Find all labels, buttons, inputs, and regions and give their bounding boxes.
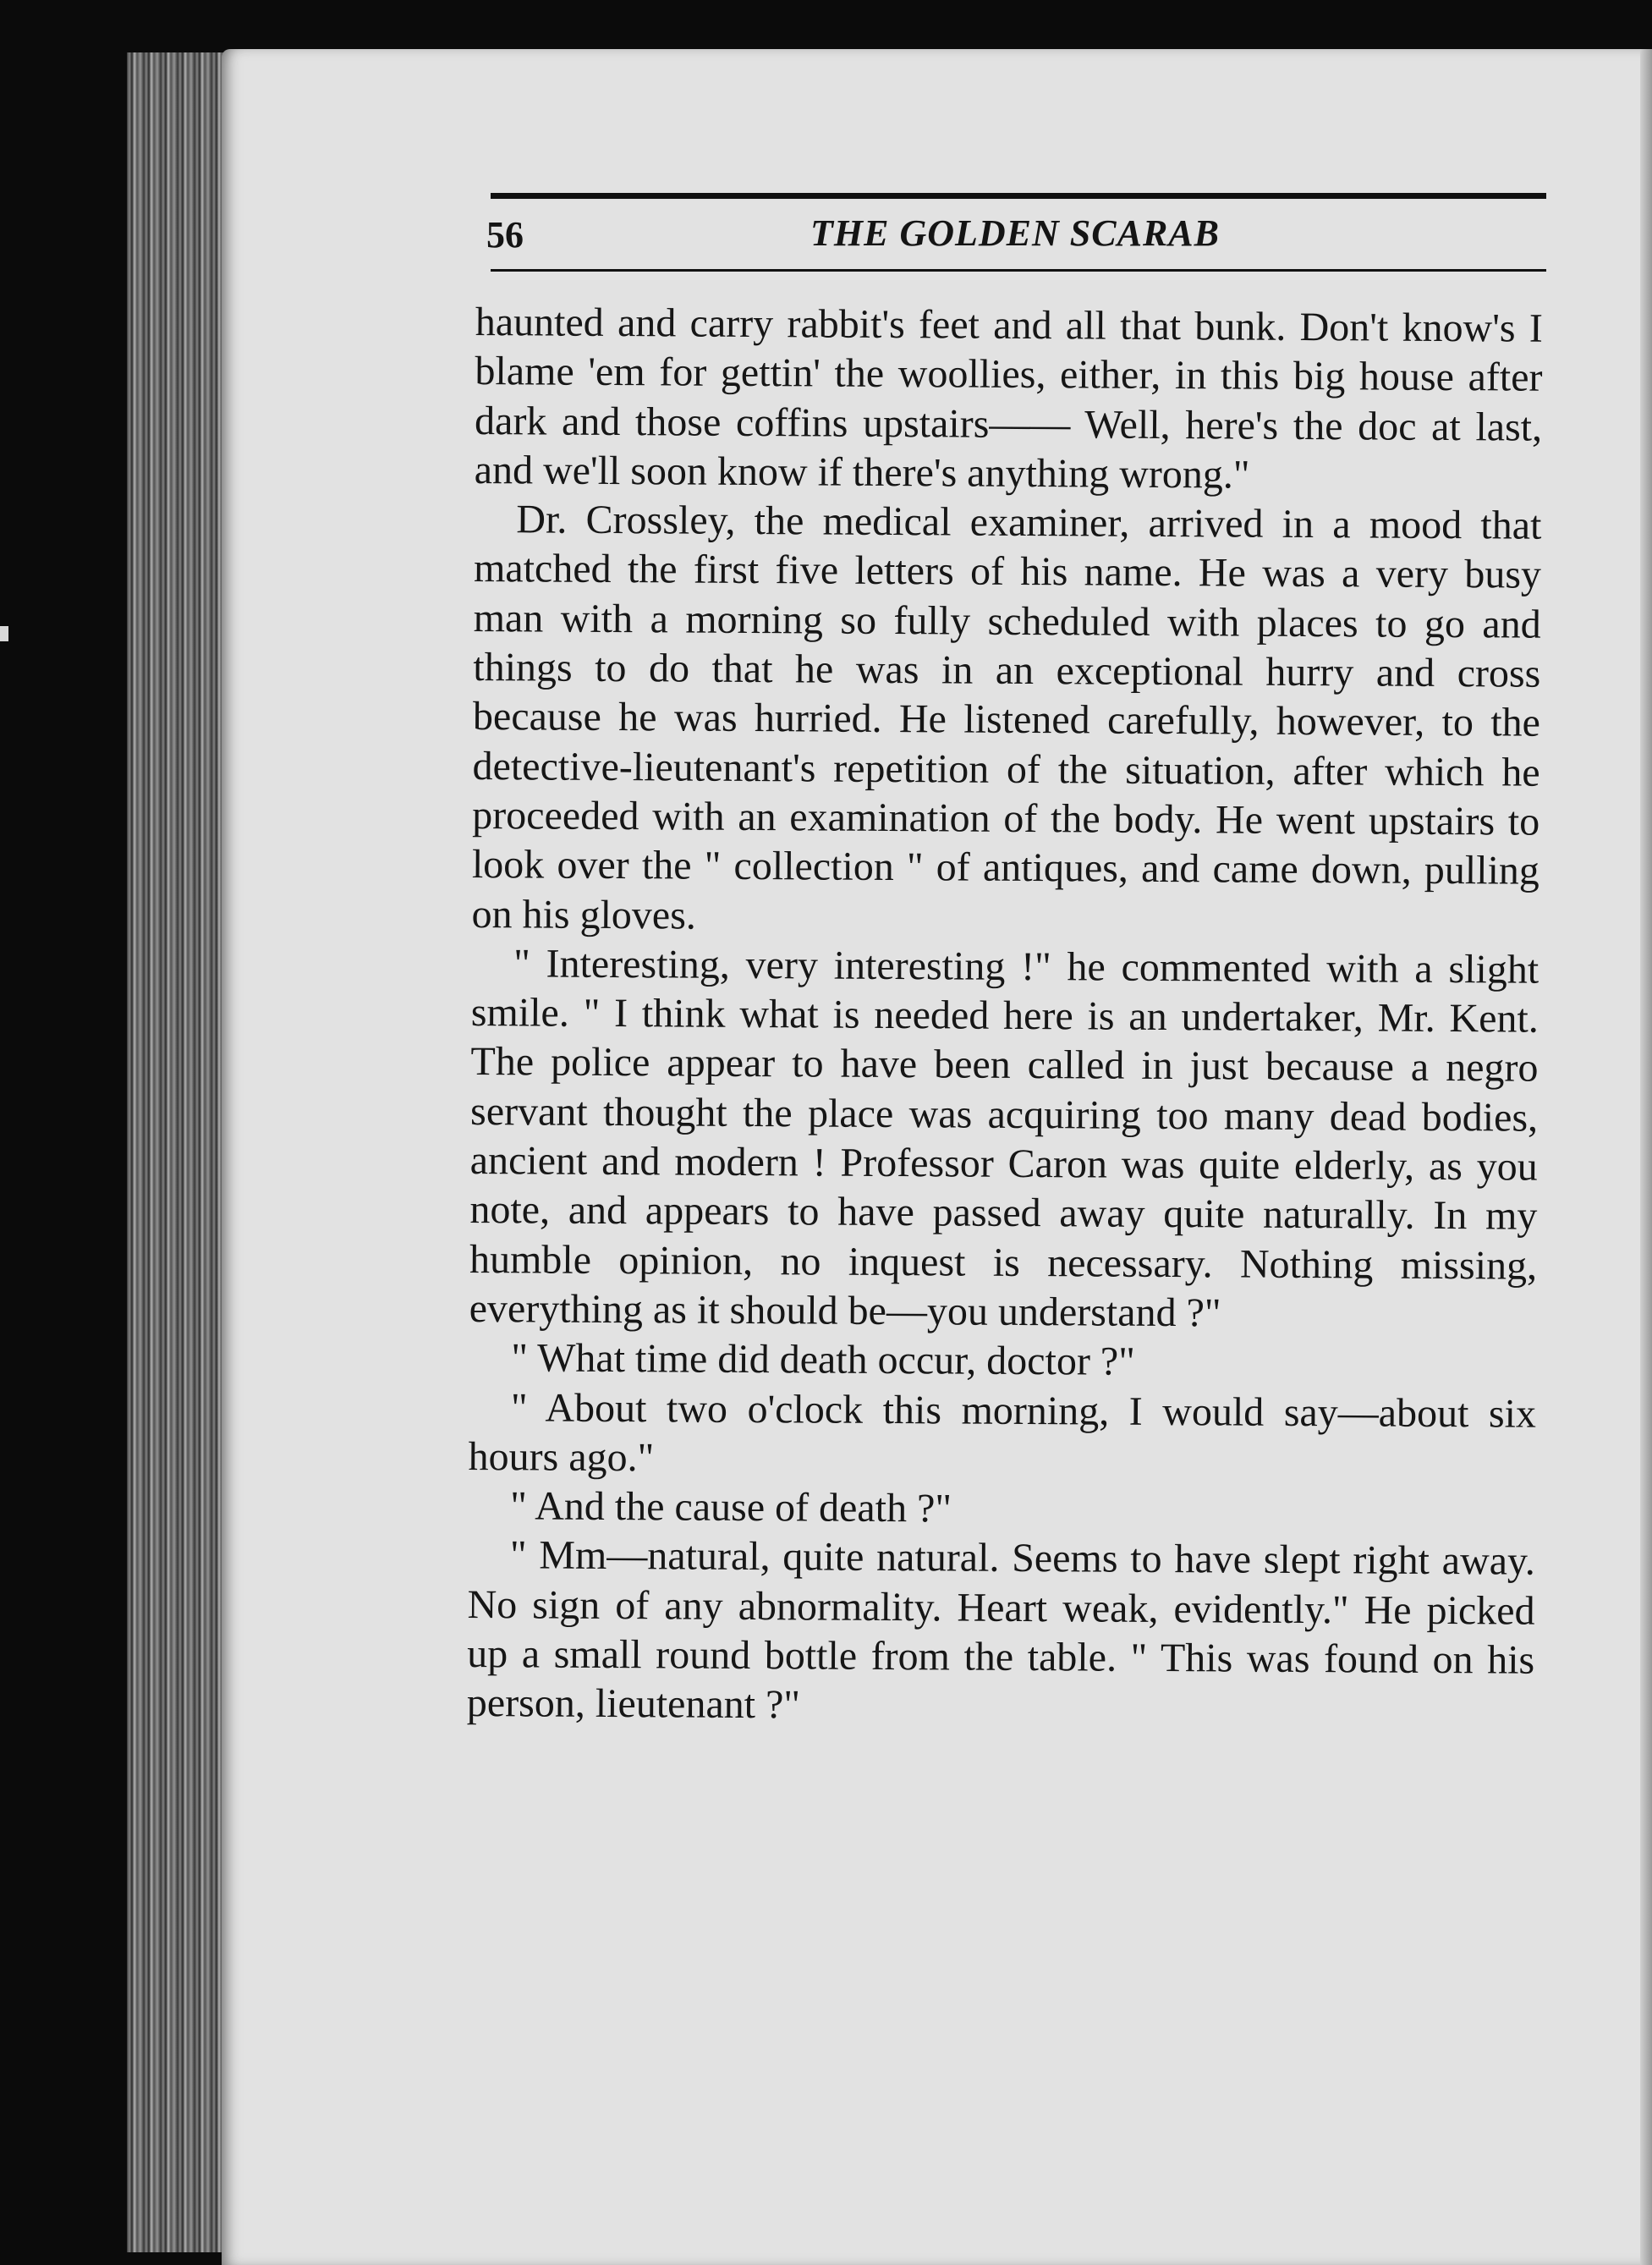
paragraph: " Mm—natural, quite natural. Seems to have slept right away. No sign of any abnormality. Heart weak, evidently." He picked up a small round bottle from the table. " This was found on his person, lieutenant ?" [466, 1532, 1536, 1728]
page-header [486, 206, 1544, 262]
paragraph: " What time did death occur, doctor ?" [511, 1335, 1135, 1385]
body-text [467, 298, 1543, 1734]
page-number: 56 [486, 214, 524, 256]
paragraph: Dr. Crossley, the medical examiner, arrived in a mood that matched the first five letters of his name. He was a very busy man with a morning so fully scheduled with places to go and things to do that he was in an exceptional hurry and cross because he was hurried. He listened carefully, however, to the detective-lieutenant's repetition of the situation, after which he proceeded with an examination of the body. He went upstairs to look over the " collection " of antiques, and came down, pulling on his gloves. [471, 497, 1542, 938]
paragraph: " And the cause of death ?" [510, 1483, 952, 1531]
scan-edge-mark [0, 626, 8, 641]
paragraph: " About two o'clock this morning, I would say—about six hours ago." [468, 1384, 1537, 1481]
paragraph: " Interesting, very interesting !" he commented with a slight smile. " I think what is needed here is an undertaker, Mr. Kent. The police appear to have been called in just because a negro servant thought the place was acquiring too many dead bodies, ancient and modern ! Professor Caron was quite elderly, as you note, and appears to have passed away quite naturally. In my humble opinion, no inquest is necessary. Nothing missing, everything as it should be—you understand ?" [469, 941, 1539, 1336]
book-page-edges [127, 52, 237, 2252]
header-rule-bottom [491, 269, 1546, 272]
paragraph-continued: haunted and carry rabbit's feet and all that bunk. Don't know's I blame 'em for gettin' the woollies, either, in this big house after dark and those coffins upstairs—— Well, here's the doc at last, and we'll soon know if there's anything wrong." [474, 299, 1543, 498]
header-rule-top [491, 193, 1546, 199]
running-title: THE GOLDEN SCARAB [810, 212, 1220, 254]
